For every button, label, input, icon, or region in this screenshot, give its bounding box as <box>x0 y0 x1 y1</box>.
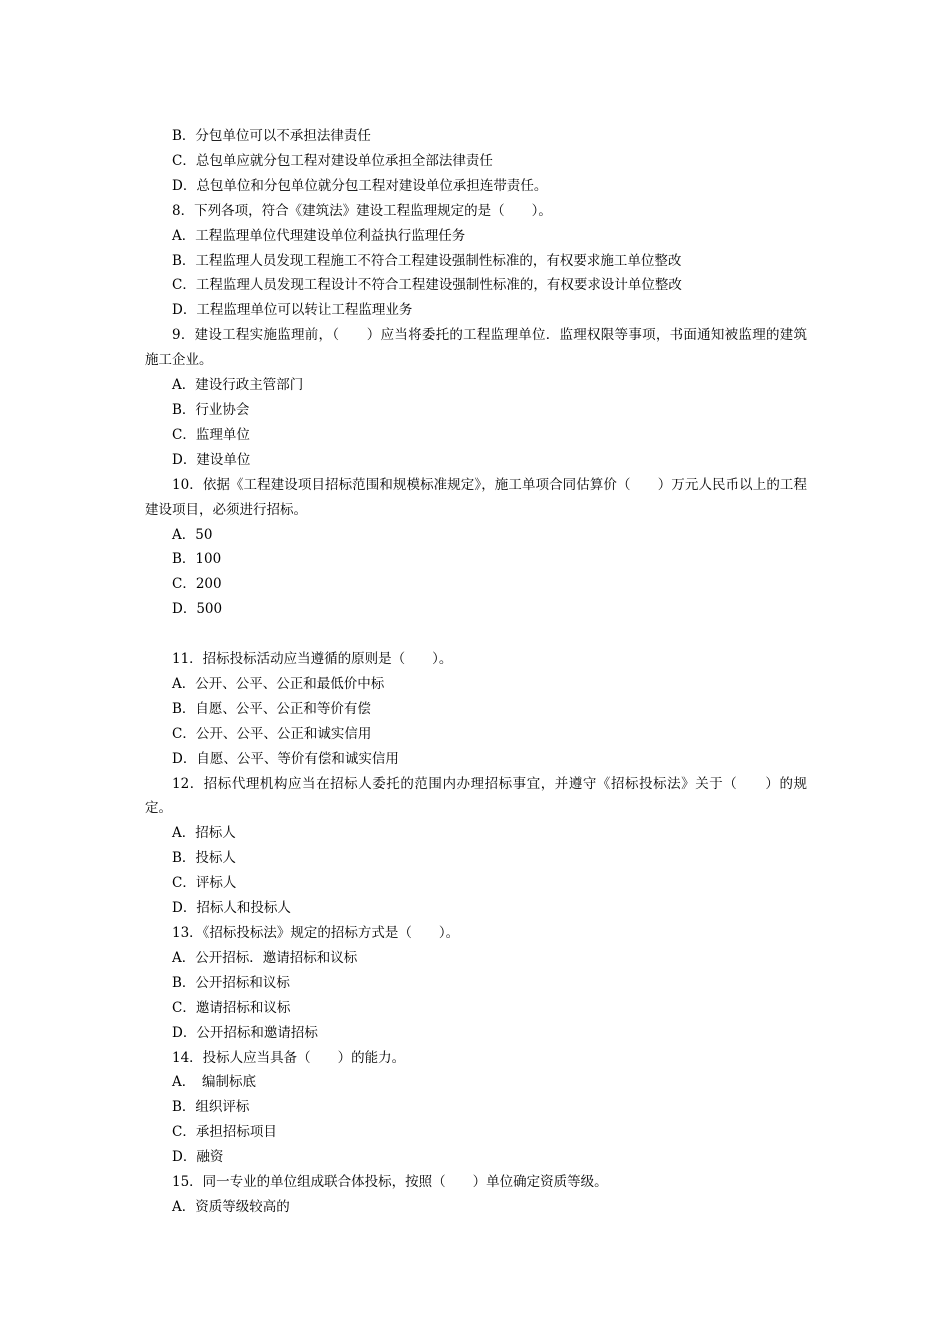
question-text: 9．建设工程实施监理前，（ ）应当将委托的工程监理单位．监理权限等事项，书面通知被监理的建筑施工企业。 <box>145 327 807 369</box>
answer-option: A．招标人 <box>172 825 236 842</box>
answer-option: C．工程监理人员发现工程设计不符合工程建设强制性标准的，有权要求设计单位整改 <box>172 277 682 294</box>
answer-option: B．公开招标和议标 <box>172 974 290 991</box>
answer-option: A．公开招标．邀请招标和议标 <box>172 949 358 966</box>
answer-option: C．承担招标项目 <box>172 1124 277 1141</box>
question-text: 13．《招标投标法》规定的招标方式是（ ）。 <box>172 924 460 941</box>
answer-option: B．分包单位可以不承担法律责任 <box>172 128 371 144</box>
answer-option: D．自愿、公平、等价有偿和诚实信用 <box>172 750 399 767</box>
answer-option: A． 编制标底 <box>172 1074 256 1091</box>
answer-option: C．总包单应就分包工程对建设单位承担全部法律责任 <box>172 152 493 169</box>
answer-option: D．融资 <box>172 1149 224 1166</box>
answer-option: C．评标人 <box>172 875 237 892</box>
question-text: 15．同一专业的单位组成联合体投标，按照（ ）单位确定资质等级。 <box>172 1174 608 1191</box>
blank-line <box>145 622 807 647</box>
document-body <box>145 124 807 1220</box>
question-text: 12．招标代理机构应当在招标人委托的范围内办理招标事宜，并遵守《招标投标法》关于（ ）的规定。 <box>145 775 807 817</box>
answer-option: D．公开招标和邀请招标 <box>172 1024 318 1041</box>
answer-option: B．组织评标 <box>172 1099 250 1116</box>
question-text: 8．下列各项，符合《建筑法》建设工程监理规定的是（ ）。 <box>172 202 552 219</box>
answer-option: C．200 <box>172 576 222 593</box>
answer-option: D．总包单位和分包单位就分包工程对建设单位承担连带责任。 <box>172 177 548 194</box>
question-text: 10．依据《工程建设项目招标范围和规模标准规定》，施工单项合同估算价（ ）万元人民币以上的工程建设项目，必须进行招标。 <box>145 476 807 518</box>
answer-option: B．100 <box>172 551 222 568</box>
answer-option: D．500 <box>172 601 223 618</box>
question-text: 14．投标人应当具备（ ）的能力。 <box>172 1049 406 1066</box>
answer-option: A．资质等级较高的 <box>172 1198 290 1215</box>
answer-option: B．行业协会 <box>172 401 250 418</box>
answer-option: D．工程监理单位可以转让工程监理业务 <box>172 302 413 319</box>
question-text: 11．招标投标活动应当遵循的原则是（ ）。 <box>172 651 453 668</box>
answer-option: A．工程监理单位代理建设单位利益执行监理任务 <box>172 227 466 244</box>
answer-option: B．自愿、公平、公正和等价有偿 <box>172 700 371 717</box>
answer-option: D．建设单位 <box>172 451 251 468</box>
answer-option: A．公开、公平、公正和最低价中标 <box>172 675 385 692</box>
answer-option: A．50 <box>172 526 213 543</box>
answer-option: B．投标人 <box>172 850 236 867</box>
answer-option: C．监理单位 <box>172 426 250 443</box>
answer-option: C．邀请招标和议标 <box>172 999 291 1016</box>
answer-option: A．建设行政主管部门 <box>172 377 304 394</box>
answer-option: C．公开、公平、公正和诚实信用 <box>172 725 372 742</box>
answer-option: B．工程监理人员发现工程施工不符合工程建设强制性标准的，有权要求施工单位整改 <box>172 252 682 269</box>
answer-option: D．招标人和投标人 <box>172 900 291 917</box>
